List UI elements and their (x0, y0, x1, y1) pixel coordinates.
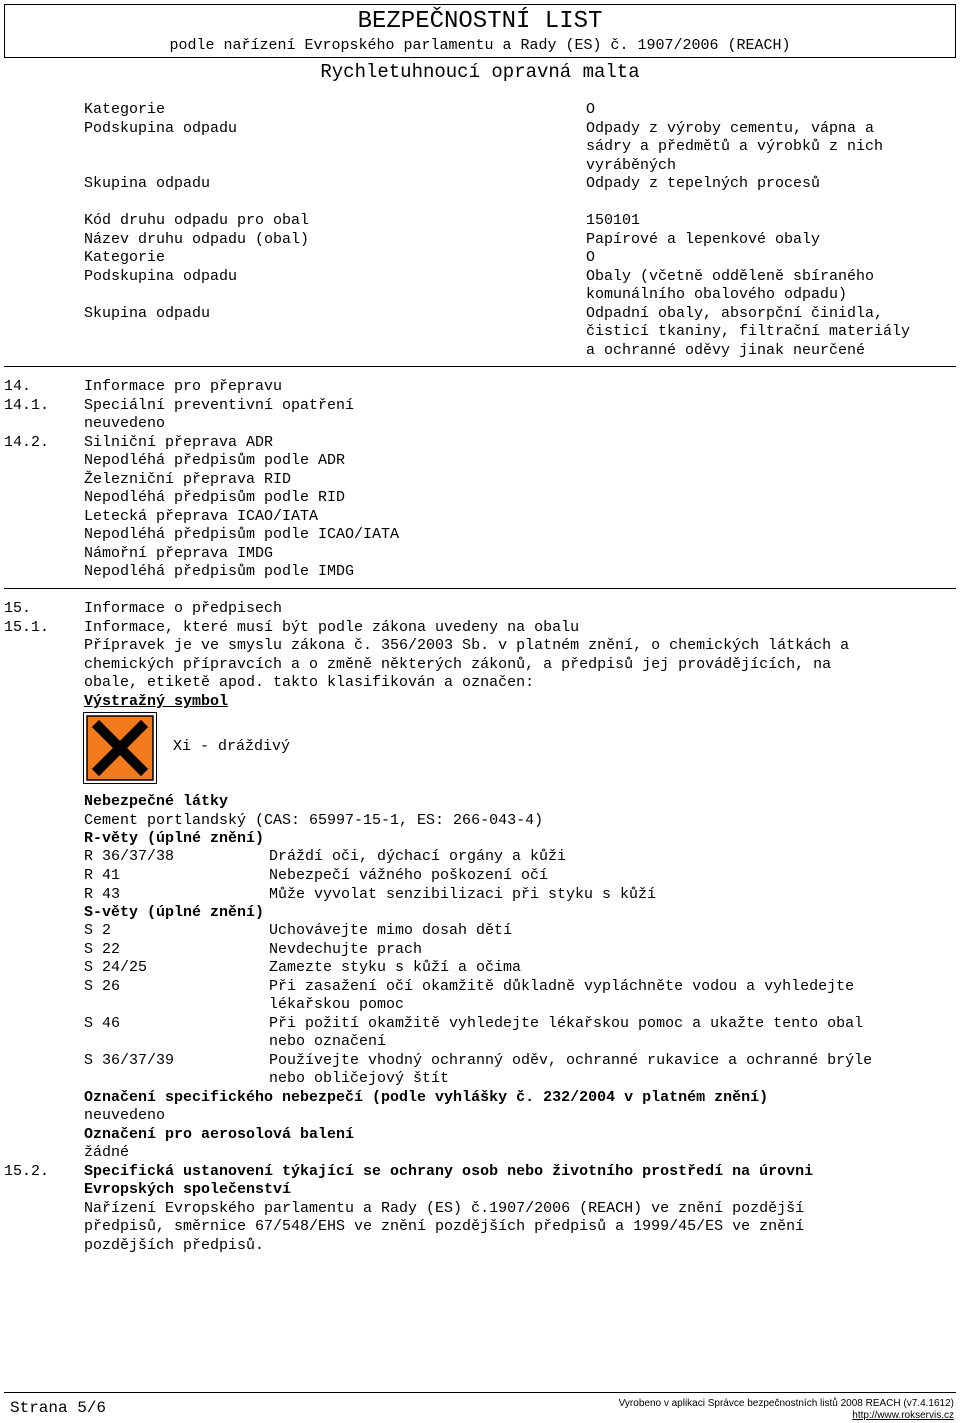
regulation-text-line: Nařízení Evropského parlamentu a Rady (ES) č.1907/2006 (REACH) ve znění pozdější (84, 1200, 805, 1217)
rail-transport-heading: Železniční přeprava RID (84, 471, 292, 488)
document-subtitle: podle nařízení Evropského parlamentu a Rady (ES) č. 1907/2006 (REACH) (169, 37, 791, 54)
r-phrase-code: R 36/37/38 (84, 848, 175, 865)
r-phrase-text: Nebezpečí vážného poškození očí (269, 867, 549, 884)
specific-hazard-heading: Označení specifického nebezpečí (podle vyhlášky č. 232/2004 v platném znění) (84, 1089, 769, 1106)
section-divider (4, 588, 956, 589)
s-phrase-text: Při požití okamžitě vyhledejte lékařskou pomoc a ukažte tento obal (269, 1015, 864, 1032)
packaging-subgroup-value-line: Obaly (včetně odděleně sbíraného (586, 268, 875, 285)
section-divider (4, 366, 956, 367)
classification-text-line: chemických přípravcích a o změně některých zákonů, a předpisů jej provádějících, na (84, 656, 832, 673)
aerosol-value: žádné (84, 1144, 130, 1161)
s-phrase-code: S 46 (84, 1015, 121, 1032)
section-14-number: 14. (4, 378, 32, 395)
section-14-1-number: 14.1. (4, 397, 50, 414)
section-15-2-title-line: Specifická ustanovení týkající se ochrany osob nebo životního prostředí na úrovni (84, 1163, 814, 1180)
r-phrases-heading: R-věty (úplné znění) (84, 830, 265, 847)
waste-category-label: Kategorie (84, 101, 166, 118)
packaging-subgroup-value-line: komunálního obalového odpadu) (586, 286, 848, 303)
warning-symbol-heading: Výstražný symbol (84, 693, 229, 710)
s-phrase-code: S 24/25 (84, 959, 148, 976)
document-title: BEZPEČNOSTNÍ LIST (357, 8, 603, 35)
r-phrase-text: Dráždí oči, dýchací orgány a kůži (269, 848, 567, 865)
packaging-waste-code-label: Kód druhu odpadu pro obal (84, 212, 310, 229)
website-link[interactable]: http://www.rokservis.cz (852, 1410, 954, 1421)
s-phrase-text: Uchovávejte mimo dosah dětí (269, 922, 513, 939)
packaging-category-label: Kategorie (84, 249, 166, 266)
classification-text-line: Přípravek je ve smyslu zákona č. 356/2003 Sb. v platném znění, o chemických látkách a (84, 637, 850, 654)
waste-subgroup-value-line: vyráběných (586, 157, 677, 174)
section-14-title: Informace pro přepravu (84, 378, 283, 395)
section-15-2-number: 15.2. (4, 1163, 50, 1180)
air-transport-value: Nepodléhá předpisům podle ICAO/IATA (84, 526, 400, 543)
s-phrase-text: lékařskou pomoc (269, 996, 405, 1013)
waste-group-value: Odpady z tepelných procesů (586, 175, 821, 192)
regulation-text-line: pozdějších předpisů. (84, 1237, 265, 1254)
generator-credit: Vyrobeno v aplikaci Správce bezpečnostních listů 2008 REACH (v7.4.1612) (618, 1398, 954, 1409)
s-phrase-text: nebo obličejový štít (269, 1070, 450, 1087)
packaging-waste-code-value: 150101 (586, 212, 641, 229)
sea-transport-value: Nepodléhá předpisům podle IMDG (84, 563, 355, 580)
classification-text-line: obale, etiketě apod. takto klasifikován a označen: (84, 674, 535, 691)
r-phrase-code: R 41 (84, 867, 121, 884)
section-14-2-number: 14.2. (4, 434, 50, 451)
waste-subgroup-value-line: sádry a předmětů a výrobků z nich (586, 138, 884, 155)
s-phrases-heading: S-věty (úplné znění) (84, 904, 265, 921)
section-15-number: 15. (4, 600, 32, 617)
s-phrase-code: S 22 (84, 941, 121, 958)
section-15-1-title: Informace, které musí být podle zákona uvedeny na obalu (84, 619, 580, 636)
section-14-1-value: neuvedeno (84, 415, 166, 432)
r-phrase-text: Může vyvolat senzibilizaci při styku s kůží (269, 886, 657, 903)
s-phrase-text: Nevdechujte prach (269, 941, 423, 958)
section-14-1-title: Speciální preventivní opatření (84, 397, 355, 414)
packaging-group-value-line: Odpadní obaly, absorpční činidla, (586, 305, 884, 322)
footer-divider (4, 1392, 956, 1393)
irritant-hazard-icon (83, 712, 157, 784)
warning-symbol-label: Xi - dráždivý (173, 738, 291, 755)
waste-category-value: O (586, 101, 596, 118)
packaging-category-value: O (586, 249, 596, 266)
waste-subgroup-label: Podskupina odpadu (84, 120, 238, 137)
s-phrase-text: Používejte vhodný ochranný oděv, ochranné rukavice a ochranné brýle (269, 1052, 873, 1069)
s-phrase-code: S 26 (84, 978, 121, 995)
s-phrase-code: S 36/37/39 (84, 1052, 175, 1069)
section-15-2-title-line: Evropských společenství (84, 1181, 292, 1198)
section-15-1-number: 15.1. (4, 619, 50, 636)
s-phrase-text: Při zasažení očí okamžitě důkladně vypláchněte vodou a vyhledejte (269, 978, 855, 995)
s-phrase-text: nebo označení (269, 1033, 387, 1050)
regulation-text-line: předpisů, směrnice 67/548/EHS ve znění pozdějších předpisů a 1999/45/ES ve znění (84, 1218, 805, 1235)
packaging-group-value-line: a ochranné oděvy jinak neurčené (586, 342, 866, 359)
specific-hazard-value: neuvedeno (84, 1107, 166, 1124)
road-transport-value: Nepodléhá předpisům podle ADR (84, 452, 346, 469)
section-15-title: Informace o předpisech (84, 600, 283, 617)
rail-transport-value: Nepodléhá předpisům podle RID (84, 489, 346, 506)
page-number: Strana 5/6 (10, 1399, 107, 1417)
packaging-subgroup-label: Podskupina odpadu (84, 268, 238, 285)
waste-subgroup-value-line: Odpady z výroby cementu, vápna a (586, 120, 875, 137)
s-phrase-text: Zamezte styku s kůží a očima (269, 959, 522, 976)
r-phrase-code: R 43 (84, 886, 121, 903)
hazardous-substances-heading: Nebezpečné látky (84, 793, 229, 810)
packaging-group-value-line: čisticí tkaniny, filtrační materiály (586, 323, 911, 340)
header-box (4, 4, 956, 58)
hazardous-substance-item: Cement portlandský (CAS: 65997-15-1, ES: 266-043-4) (84, 812, 544, 829)
product-name: Rychletuhnoucí opravná malta (320, 61, 640, 83)
packaging-waste-name-label: Název druhu odpadu (obal) (84, 231, 310, 248)
s-phrase-code: S 2 (84, 922, 112, 939)
road-transport-heading: Silniční přeprava ADR (84, 434, 274, 451)
air-transport-heading: Letecká přeprava ICAO/IATA (84, 508, 319, 525)
aerosol-heading: Označení pro aerosolová balení (84, 1126, 355, 1143)
packaging-waste-name-value: Papírové a lepenkové obaly (586, 231, 821, 248)
waste-group-label: Skupina odpadu (84, 175, 211, 192)
sea-transport-heading: Námořní přeprava IMDG (84, 545, 274, 562)
packaging-group-label: Skupina odpadu (84, 305, 211, 322)
